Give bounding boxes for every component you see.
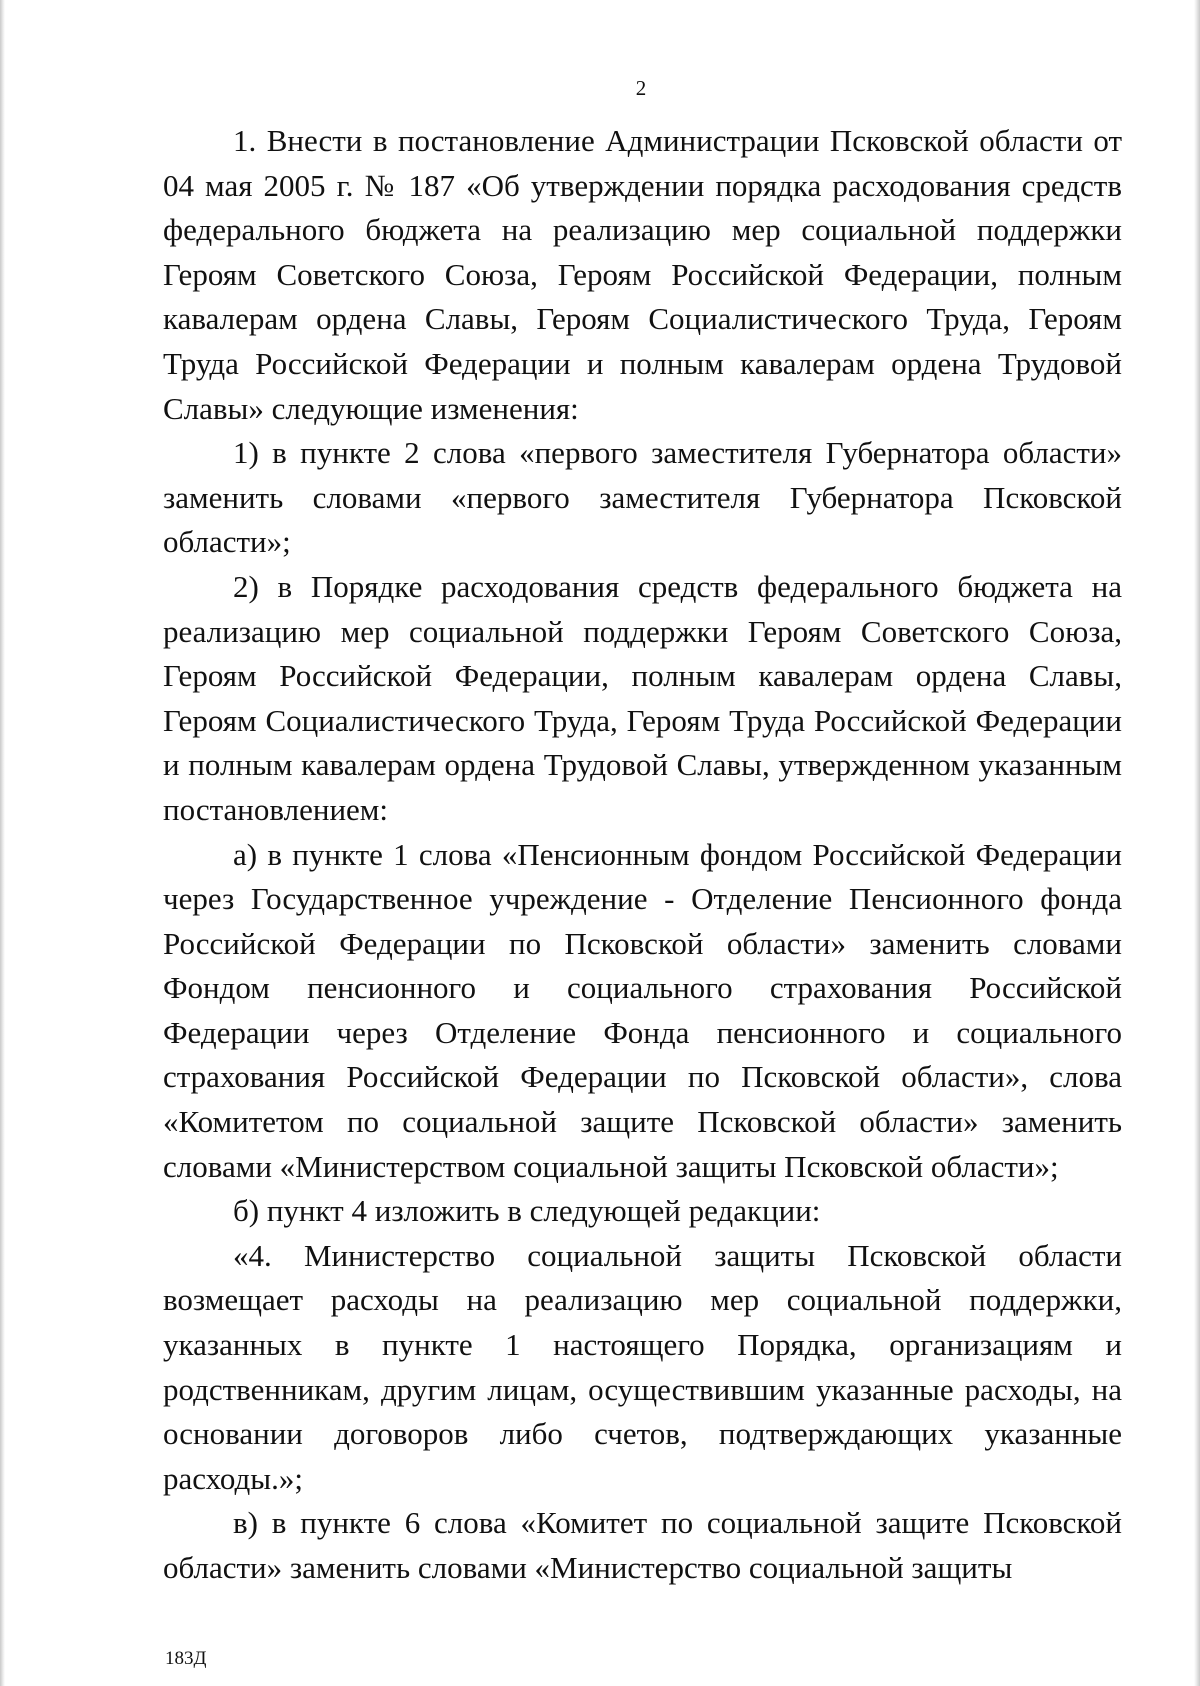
scan-edge-right <box>1194 0 1200 1686</box>
page-number: 2 <box>635 76 647 100</box>
paragraph-item-2: 2) в Порядке расходования средств федерального бюджета на реализацию мер социальной поддержки Героям Советского Союза, Героям Российской Федерации, полным кавалерам ордена Славы, Героям Социалистического Труда, Героям Труда Российской Федерации и полным кавалерам ордена Трудовой Славы, утвержденном указанным постановлением: <box>163 568 1122 827</box>
paragraph-subitem-a: а) в пункте 1 слова «Пенсионным фондом Российской Федерации через Государственное учреждение - Отделение Пенсионного фонда Российской Федерации по Псковской области» заменить словами Фондом пенсионного и социального страхования Российской Федерации через Отделение Фонда пенсионного и социального страхования Российской Федерации по Псковской области», слова «Комитетом по социальной защите Псковской области» заменить словами «Министерством социальной защиты Псковской области»; <box>163 836 1122 1184</box>
paragraph-subitem-v: в) в пункте 6 слова «Комитет по социальной защите Псковской области» заменить словами «Министерство социальной защиты <box>163 1505 1122 1585</box>
paragraph-point-4-text: «4. Министерство социальной защиты Псковской области возмещает расходы на реализацию мер социальной поддержки, указанных в пункте 1 настоящего Порядка, организациям и родственникам, другим лицам, осуществившим указанные расходы, на основании договоров либо счетов, подтверждающих указанные расходы.»; <box>163 1237 1122 1496</box>
paragraph-subitem-b: б) пункт 4 изложить в следующей редакции: <box>233 1193 821 1229</box>
paragraph-item-1: 1) в пункте 2 слова «первого заместителя Губернатора области» заменить словами «первого заместителя Губернатора Псковской области»; <box>163 435 1122 560</box>
scan-edge-left <box>0 0 5 1686</box>
footer-code: 183Д <box>165 1648 207 1669</box>
paragraph-amendment-intro: 1. Внести в постановление Администрации Псковской области от 04 мая 2005 г. № 187 «Об утверждении порядка расходования средств федерального бюджета на реализацию мер социальной поддержки Героям Советского Союза, Героям Российской Федерации, полным кавалерам ордена Славы, Героям Социалистического Труда, Героям Труда Российской Федерации и полным кавалерам ордена Трудовой Славы» следующие изменения: <box>163 123 1122 426</box>
document-body <box>163 119 1122 1591</box>
